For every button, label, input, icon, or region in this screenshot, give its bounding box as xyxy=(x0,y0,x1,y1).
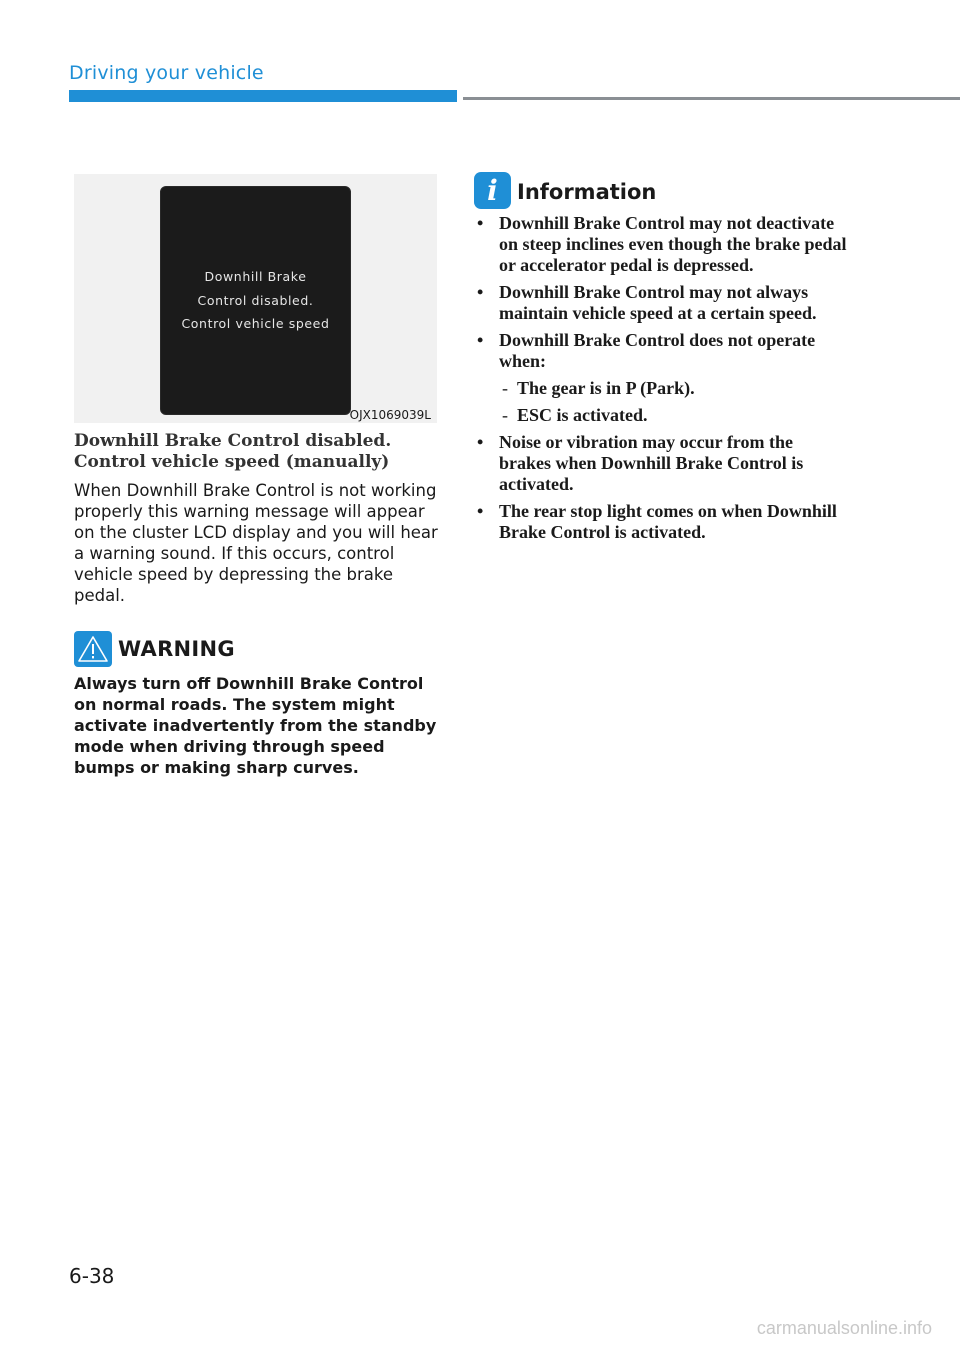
lcd-line-3: Control vehicle speed xyxy=(181,316,330,331)
figure-code: OJX1069039L xyxy=(349,408,431,422)
sub-list xyxy=(499,378,849,426)
sub-list-item xyxy=(499,378,849,399)
list-item xyxy=(474,213,849,276)
bullet: • xyxy=(477,501,484,521)
bullet: • xyxy=(477,282,484,302)
warning-title: WARNING xyxy=(118,637,235,661)
body-paragraph: When Downhill Brake Control is not working properly this warning message will appear on the cluster LCD display and you will hear a warning sound. If this occurs, control vehicle speed by depressing the brake pedal. xyxy=(74,481,438,605)
cluster-figure xyxy=(74,174,437,423)
info-icon: i xyxy=(474,172,511,209)
bullet: • xyxy=(477,432,484,452)
section-title: Driving your vehicle xyxy=(69,62,264,84)
dash: - xyxy=(502,378,508,398)
list-item-text: Downhill Brake Control may not deactivate on steep inclines even though the brake pedal or accelerator pedal is depressed. xyxy=(499,213,847,275)
list-item xyxy=(474,282,849,324)
sub-list-item xyxy=(499,405,849,426)
bullet: • xyxy=(477,330,484,350)
watermark: carmanualsonline.info xyxy=(756,1318,932,1338)
header-accent-bar xyxy=(69,90,457,102)
sub-list-item-text: The gear is in P (Park). xyxy=(517,378,695,398)
list-item-text: Downhill Brake Control does not operate when: xyxy=(499,330,816,371)
dash: - xyxy=(502,405,508,425)
list-item-text: The rear stop light comes on when Downhill Brake Control is activated. xyxy=(499,501,837,542)
section-heading: Downhill Brake Control disabled. Control vehicle speed (manually) xyxy=(74,431,392,472)
lcd-line-2: Control disabled. xyxy=(197,292,314,308)
lcd-message xyxy=(161,265,350,336)
information-title: Information xyxy=(517,180,657,204)
lcd-line-1: Downhill Brake xyxy=(204,269,307,284)
warning-text: Always turn off Downhill Brake Control on normal roads. The system might activate inadvertently from the standby mode when driving through speed bumps or making sharp curves. xyxy=(74,674,437,777)
header-rule xyxy=(463,97,960,100)
page-number: 6-38 xyxy=(69,1264,115,1288)
sub-list-item-text: ESC is activated. xyxy=(517,405,648,425)
lcd-display xyxy=(160,186,351,415)
list-item-text: Downhill Brake Control may not always maintain vehicle speed at a certain speed. xyxy=(499,282,817,323)
information-list xyxy=(474,213,849,549)
list-item-text: Noise or vibration may occur from the brakes when Downhill Brake Control is activated. xyxy=(499,432,804,494)
list-item xyxy=(474,501,849,543)
list-item xyxy=(474,432,849,495)
warning-triangle-icon xyxy=(74,631,112,667)
list-item xyxy=(474,330,849,426)
bullet: • xyxy=(477,213,484,233)
